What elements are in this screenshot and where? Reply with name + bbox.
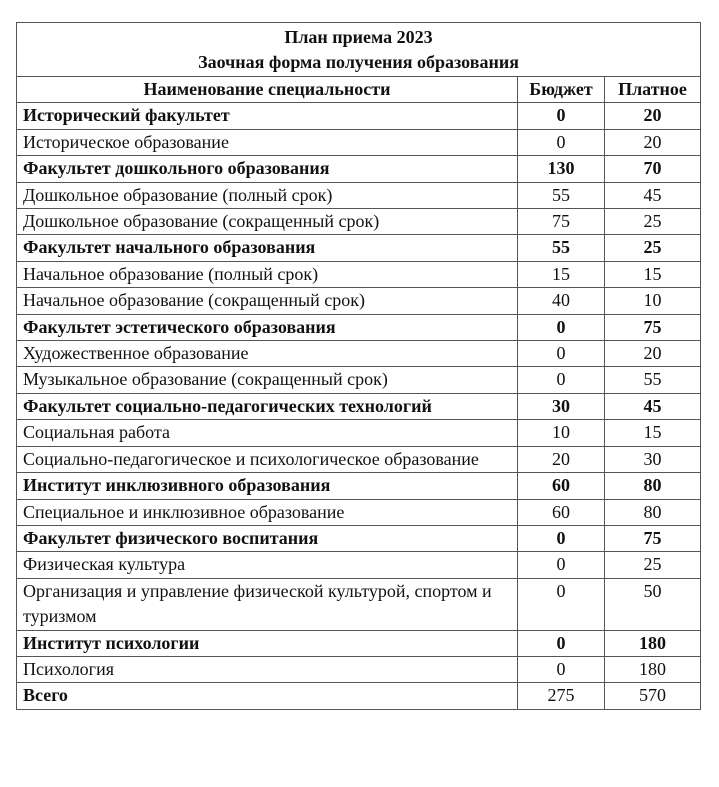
row-budget: 60 <box>518 499 605 525</box>
row-paid: 45 <box>605 182 701 208</box>
row-name: Институт психологии <box>17 630 518 656</box>
header-budget: Бюджет <box>518 77 605 103</box>
row-budget: 0 <box>518 656 605 682</box>
row-name: Физическая культура <box>17 552 518 578</box>
row-name: Исторический факультет <box>17 103 518 129</box>
row-name: Художественное образование <box>17 341 518 367</box>
row-paid: 75 <box>605 314 701 340</box>
table-row <box>17 314 701 340</box>
table-title <box>17 23 701 77</box>
row-name: Социальная работа <box>17 420 518 446</box>
row-name: Историческое образование <box>17 129 518 155</box>
table-row <box>17 156 701 182</box>
row-name: Начальное образование (сокращенный срок) <box>17 288 518 314</box>
row-paid: 20 <box>605 129 701 155</box>
row-name: Музыкальное образование (сокращенный срок) <box>17 367 518 393</box>
table-row <box>17 499 701 525</box>
row-paid: 180 <box>605 656 701 682</box>
table-row <box>17 630 701 656</box>
row-name: Психология <box>17 656 518 682</box>
row-name: Факультет дошкольного образования <box>17 156 518 182</box>
header-paid: Платное <box>605 77 701 103</box>
row-budget: 55 <box>518 235 605 261</box>
row-budget: 0 <box>518 525 605 551</box>
row-name: Факультет эстетического образования <box>17 314 518 340</box>
plan-title: План приема 2023 <box>284 27 433 47</box>
row-budget: 30 <box>518 393 605 419</box>
row-name: Организация и управление физической культурой, спортом и туризмом <box>17 578 518 630</box>
row-budget: 130 <box>518 156 605 182</box>
row-paid: 70 <box>605 156 701 182</box>
row-paid: 570 <box>605 683 701 709</box>
row-budget: 0 <box>518 578 605 630</box>
table-row <box>17 341 701 367</box>
table-row <box>17 393 701 419</box>
row-budget: 0 <box>518 630 605 656</box>
table-row <box>17 288 701 314</box>
row-name: Факультет социально-педагогических технологий <box>17 393 518 419</box>
row-paid: 15 <box>605 261 701 287</box>
row-paid: 75 <box>605 525 701 551</box>
row-paid: 55 <box>605 367 701 393</box>
row-budget: 275 <box>518 683 605 709</box>
table-row <box>17 552 701 578</box>
total-row <box>17 683 701 709</box>
row-name: Факультет физического воспитания <box>17 525 518 551</box>
table-row <box>17 367 701 393</box>
row-budget: 0 <box>518 552 605 578</box>
table-row <box>17 182 701 208</box>
title-row <box>17 23 701 77</box>
admission-plan-table <box>16 22 701 710</box>
row-paid: 180 <box>605 630 701 656</box>
row-name: Факультет начального образования <box>17 235 518 261</box>
row-name: Дошкольное образование (полный срок) <box>17 182 518 208</box>
row-paid: 25 <box>605 235 701 261</box>
row-paid: 25 <box>605 552 701 578</box>
row-budget: 20 <box>518 446 605 472</box>
row-paid: 80 <box>605 499 701 525</box>
table-row <box>17 209 701 235</box>
plan-subtitle: Заочная форма получения образования <box>198 52 519 72</box>
row-budget: 60 <box>518 473 605 499</box>
row-budget: 0 <box>518 367 605 393</box>
row-paid: 10 <box>605 288 701 314</box>
table-row <box>17 129 701 155</box>
header-name: Наименование специальности <box>17 77 518 103</box>
table-row <box>17 420 701 446</box>
table-row <box>17 103 701 129</box>
row-paid: 50 <box>605 578 701 630</box>
row-paid: 80 <box>605 473 701 499</box>
row-paid: 20 <box>605 341 701 367</box>
header-row <box>17 77 701 103</box>
row-paid: 15 <box>605 420 701 446</box>
table-row <box>17 261 701 287</box>
row-name: Всего <box>17 683 518 709</box>
row-paid: 20 <box>605 103 701 129</box>
row-budget: 40 <box>518 288 605 314</box>
row-budget: 55 <box>518 182 605 208</box>
row-paid: 25 <box>605 209 701 235</box>
table-row <box>17 656 701 682</box>
table-row <box>17 473 701 499</box>
row-paid: 30 <box>605 446 701 472</box>
row-budget: 75 <box>518 209 605 235</box>
row-budget: 0 <box>518 341 605 367</box>
table-row <box>17 578 701 630</box>
row-budget: 0 <box>518 129 605 155</box>
row-budget: 10 <box>518 420 605 446</box>
row-budget: 0 <box>518 103 605 129</box>
row-name: Начальное образование (полный срок) <box>17 261 518 287</box>
row-name: Дошкольное образование (сокращенный срок) <box>17 209 518 235</box>
table-row <box>17 525 701 551</box>
row-name: Социально-педагогическое и психологическое образование <box>17 446 518 472</box>
table-row <box>17 446 701 472</box>
row-name: Институт инклюзивного образования <box>17 473 518 499</box>
row-name: Специальное и инклюзивное образование <box>17 499 518 525</box>
row-budget: 0 <box>518 314 605 340</box>
row-paid: 45 <box>605 393 701 419</box>
table-row <box>17 235 701 261</box>
row-budget: 15 <box>518 261 605 287</box>
